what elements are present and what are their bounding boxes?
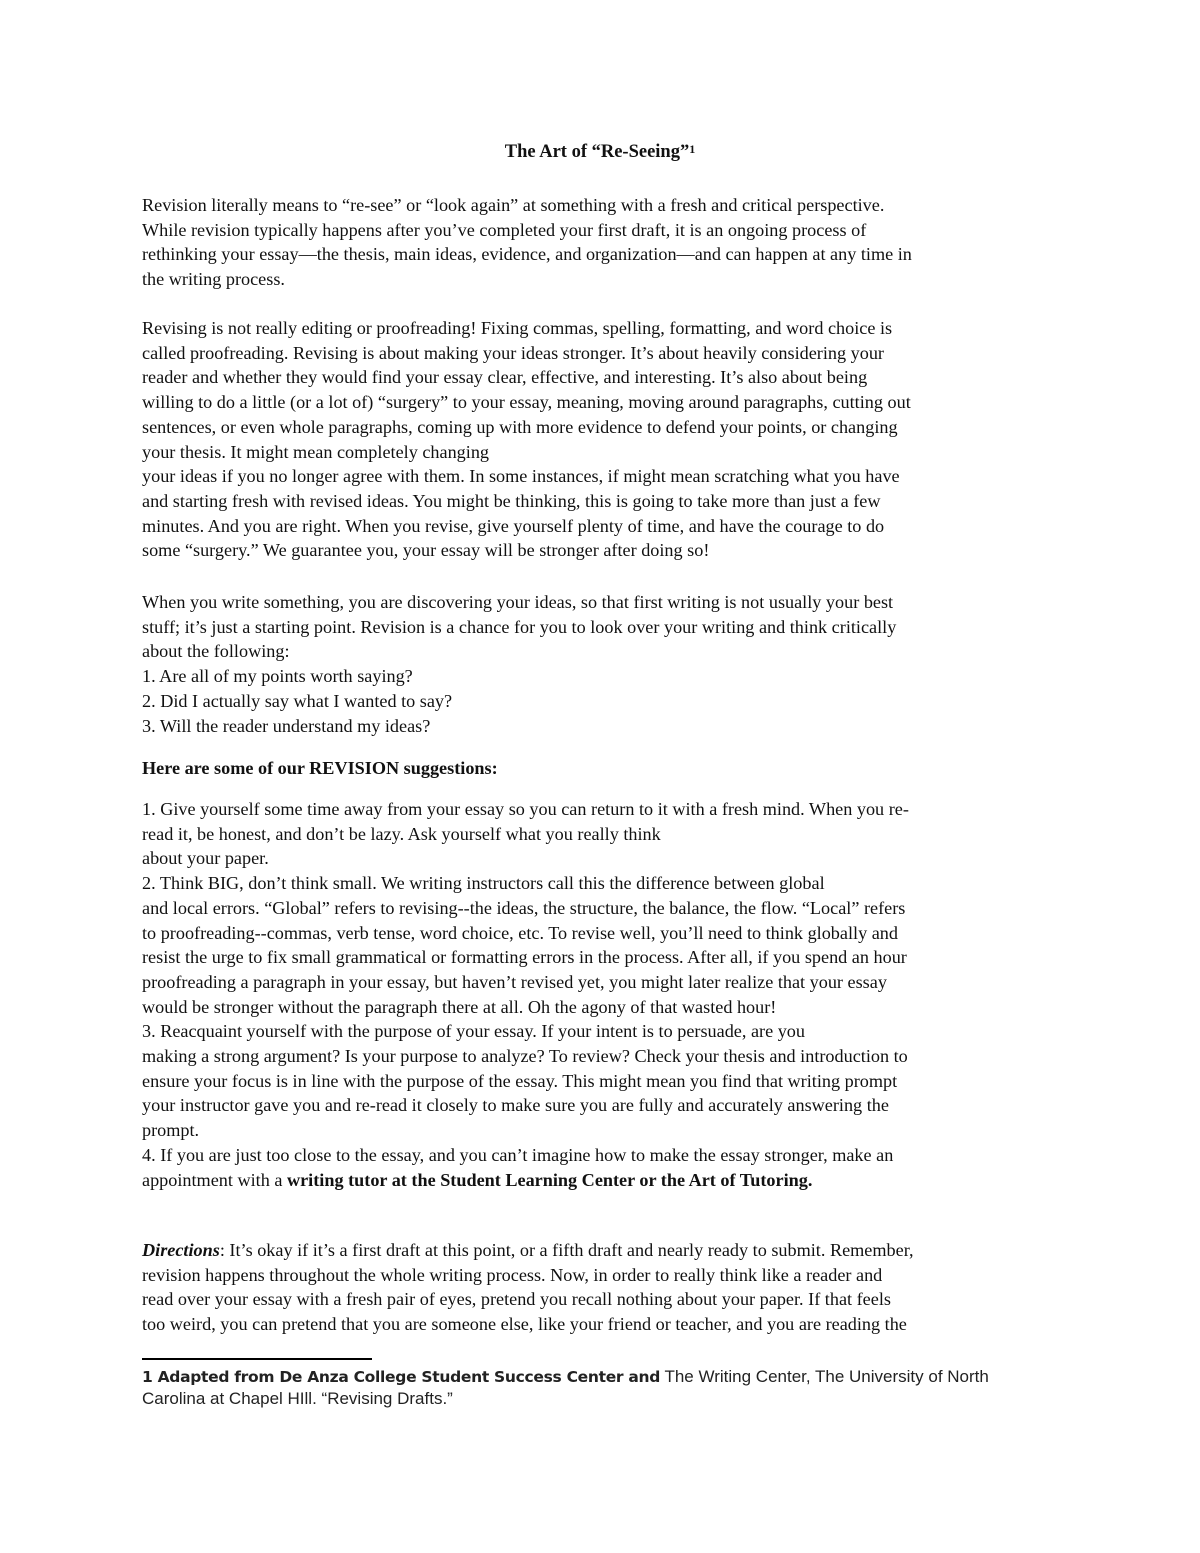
text-line: stuff; it’s just a starting point. Revision is a chance for you to look over your writing and think critically: [142, 616, 897, 637]
page-title: [0, 140, 1200, 165]
footnote-separator: [142, 1358, 372, 1360]
text-line: making a strong argument? Is your purpose to analyze? To review? Check your thesis and introduction to: [142, 1046, 908, 1067]
text-line: rethinking your essay—the thesis, main ideas, evidence, and organization—and can happen at any time in: [142, 244, 912, 265]
text-line: 2. Think BIG, don’t think small. We writing instructors call this the difference between global: [142, 873, 825, 894]
list-item: 1. Are all of my points worth saying?: [142, 666, 413, 687]
text-line: too weird, you can pretend that you are someone else, like your friend or teacher, and you are reading the: [142, 1314, 907, 1335]
text-line: resist the urge to fix small grammatical or formatting errors in the process. After all, if you spend an hour: [142, 947, 907, 968]
text-line: sentences, or even whole paragraphs, coming up with more evidence to defend your points, or changing: [142, 416, 898, 437]
directions-label: Directions: [142, 1240, 220, 1260]
text-line: prompt.: [142, 1120, 200, 1141]
text-segment: appointment with a: [142, 1169, 287, 1190]
text-line: 3. Reacquaint yourself with the purpose of your essay. If your intent is to persuade, are you: [142, 1021, 805, 1042]
text-line: [142, 1168, 1062, 1193]
list-item: 2. Did I actually say what I wanted to say?: [142, 690, 453, 711]
text-line: While revision typically happens after you’ve completed your first draft, it is an ongoing process of: [142, 219, 867, 240]
text-line: your instructor gave you and re-read it closely to make sure you are fully and accurately answering the: [142, 1095, 889, 1116]
text-line: proofreading a paragraph in your essay, but haven’t revised yet, you might later realize that your essay: [142, 971, 887, 992]
text-line: read over your essay with a fresh pair of eyes, pretend you recall nothing about your paper. If that feels: [142, 1289, 891, 1310]
text-line: and starting fresh with revised ideas. You might be thinking, this is going to take more than just a few: [142, 490, 881, 511]
text-line: read it, be honest, and don’t be lazy. Ask yourself what you really think: [142, 823, 661, 844]
text-line: about your paper.: [142, 848, 269, 869]
text-line: Revision literally means to “re-see” or “look again” at something with a fresh and critical perspective.: [142, 195, 885, 215]
suggestions-heading: Here are some of our REVISION suggestions:: [142, 758, 498, 778]
intro-paragraph: [142, 193, 1062, 292]
revising-paragraph: [142, 316, 1062, 563]
footnote: [142, 1366, 1042, 1410]
text-line: your thesis. It might mean completely changing: [142, 441, 490, 462]
text-line: to proofreading--commas, verb tense, word choice, etc. To revise well, you’ll need to think globally and: [142, 922, 898, 943]
text-line: and local errors. “Global” refers to revising--the ideas, the structure, the balance, the flow. “Local” refers: [142, 897, 906, 918]
title-text: The Art of “Re-Seeing”: [504, 142, 690, 162]
text-line: about the following:: [142, 641, 290, 662]
tutor-callout: writing tutor at the Student Learning Center or the Art of Tutoring.: [286, 1169, 813, 1190]
directions-paragraph: [142, 1238, 1062, 1337]
footnote-line: [142, 1366, 1042, 1388]
text-line: your ideas if you no longer agree with them. In some instances, if might mean scratching what you have: [142, 466, 900, 487]
text-line: 1. Give yourself some time away from your essay so you can return to it with a fresh mind. When you re-: [142, 799, 909, 819]
text-segment: : It’s okay if it’s a first draft at this point, or a fifth draft and nearly ready to submit. Remember,: [219, 1240, 914, 1260]
discovery-paragraph: [142, 590, 1062, 738]
text-line: would be stronger without the paragraph there at all. Oh the agony of that wasted hour!: [142, 996, 777, 1017]
footnote-text: The Writing Center, The University of North: [660, 1367, 989, 1386]
text-line: ensure your focus is in line with the purpose of the essay. This might mean you find that writing prompt: [142, 1070, 898, 1091]
text-line: reader and whether they would find your essay clear, effective, and interesting. It’s also about being: [142, 367, 868, 388]
text-line: 4. If you are just too close to the essay, and you can’t imagine how to make the essay stronger, make an: [142, 1144, 894, 1165]
footnote-line: Carolina at Chapel HIll. “Revising Drafts.”: [142, 1389, 453, 1408]
text-line: some “surgery.” We guarantee you, your essay will be stronger after doing so!: [142, 540, 710, 561]
list-item: 3. Will the reader understand my ideas?: [142, 715, 431, 736]
text-line: When you write something, you are discovering your ideas, so that first writing is not usually your best: [142, 592, 894, 612]
text-line: revision happens throughout the whole writing process. Now, in order to really think like a reader and: [142, 1264, 883, 1285]
text-line: Revising is not really editing or proofreading! Fixing commas, spelling, formatting, and word choice is: [142, 318, 893, 338]
text-line: called proofreading. Revising is about making your ideas stronger. It’s about heavily considering your: [142, 342, 884, 363]
footnote-source: 1 Adapted from De Anza College Student Success Center and: [142, 1368, 661, 1386]
suggestions-list: [142, 797, 1062, 1192]
text-line: [142, 1238, 1062, 1263]
text-line: willing to do a little (or a lot of) “surgery” to your essay, meaning, moving around paragraphs, cutting out: [142, 392, 911, 413]
text-line: minutes. And you are right. When you revise, give yourself plenty of time, and have the courage to do: [142, 515, 885, 536]
text-line: the writing process.: [142, 269, 285, 290]
footnote-mark: 1: [689, 142, 696, 156]
